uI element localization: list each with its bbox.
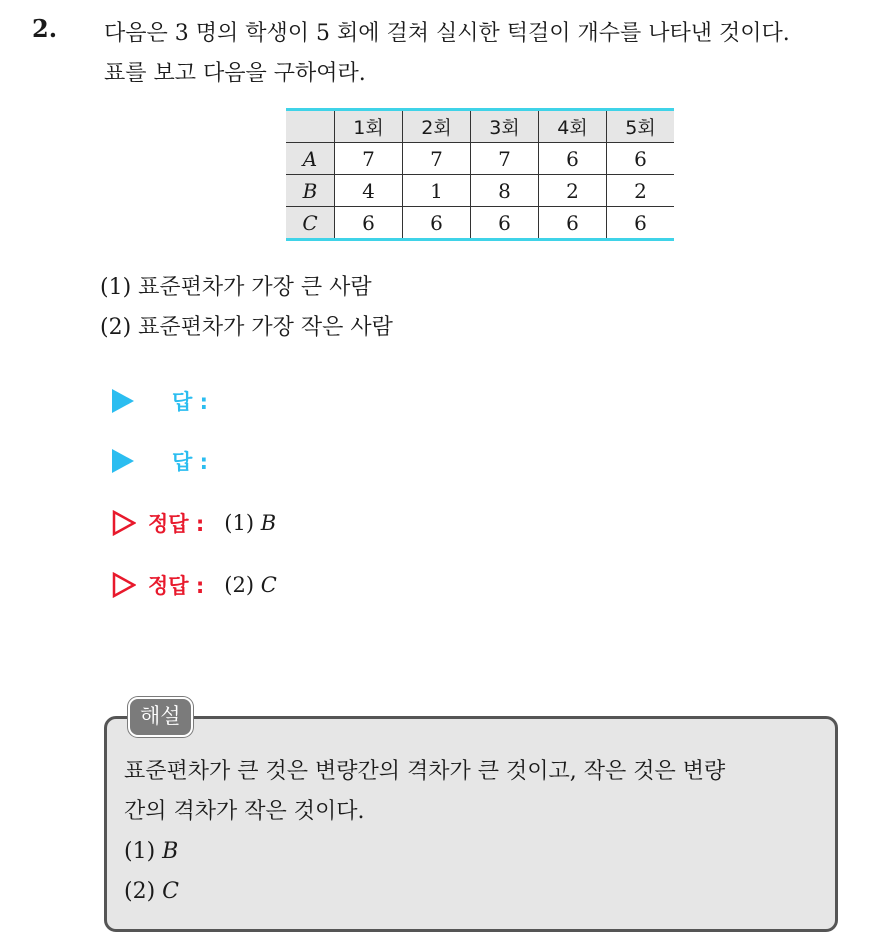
table-cell: 6 [539, 207, 607, 240]
answer-key-label: 정답 : [148, 574, 205, 598]
subquestion-2: (2) 표준편차가 가장 작은 사람 [100, 315, 393, 340]
answer-label: 답 : [172, 390, 208, 414]
question-number: 2. [32, 14, 58, 43]
row-header: A [286, 143, 335, 175]
explanation-item-num: (1) [124, 839, 156, 864]
answer-label: 답 : [172, 450, 208, 474]
table-cell: 2 [539, 175, 607, 207]
table-row [286, 143, 674, 175]
table-cell: 6 [335, 207, 403, 240]
explanation-item-value: C [162, 879, 180, 904]
table-cell: 6 [607, 143, 675, 175]
answer-key-num: (1) [224, 511, 255, 535]
answer-blank-1 [112, 386, 208, 416]
table-cell: 6 [403, 207, 471, 240]
score-table [286, 108, 674, 241]
table-header-cell: 1회 [335, 110, 403, 143]
table-cell: 6 [471, 207, 539, 240]
table-header-cell: 2회 [403, 110, 471, 143]
subquestion-1: (1) 표준편차가 가장 큰 사람 [100, 275, 372, 300]
table-cell: 6 [607, 207, 675, 240]
table-cell: 1 [403, 175, 471, 207]
explanation-line-1: 표준편차가 큰 것은 변량간의 격차가 큰 것이고, 작은 것은 변량 [124, 759, 726, 784]
answer-key-num: (2) [224, 573, 255, 597]
table-cell: 4 [335, 175, 403, 207]
answer-key-value [224, 511, 276, 535]
answer-key-2 [112, 570, 277, 600]
row-header: B [286, 175, 335, 207]
explanation-item-value: B [162, 839, 179, 864]
solid-triangle-icon [112, 389, 134, 413]
row-header: C [286, 207, 335, 240]
table-header-cell: 3회 [471, 110, 539, 143]
table-header-cell: 5회 [607, 110, 675, 143]
answer-blank-2 [112, 446, 208, 476]
answer-key-label: 정답 : [148, 512, 205, 536]
table-cell: 7 [471, 143, 539, 175]
table-cell: 8 [471, 175, 539, 207]
question-text [104, 14, 874, 94]
table-row [286, 175, 674, 207]
answer-key-letter: C [260, 573, 277, 597]
table-cell: 7 [403, 143, 471, 175]
answer-key-letter: B [260, 511, 277, 535]
explanation-tag: 해설 [128, 697, 193, 737]
table-row [286, 207, 674, 240]
table-cell: 6 [539, 143, 607, 175]
table-cell: 2 [607, 175, 675, 207]
explanation-item-num: (2) [124, 879, 156, 904]
explanation-line-2: 간의 격차가 작은 것이다. [124, 799, 365, 824]
explanation-text [124, 752, 824, 912]
table-cell: 7 [335, 143, 403, 175]
table-corner-cell [286, 110, 335, 143]
answer-key-value [224, 573, 277, 597]
table-header-row [286, 110, 674, 143]
solid-triangle-icon [112, 449, 134, 473]
outline-triangle-icon [112, 572, 136, 598]
explanation-item-1 [124, 832, 824, 872]
question-line-2: 표를 보고 다음을 구하여라. [104, 61, 366, 86]
explanation-item-2 [124, 872, 824, 912]
answer-key-1 [112, 508, 276, 538]
question-line-1: 다음은 3 명의 학생이 5 회에 걸쳐 실시한 턱걸이 개수를 나타낸 것이다. [104, 21, 790, 46]
outline-triangle-icon [112, 510, 136, 536]
table-header-cell: 4회 [539, 110, 607, 143]
